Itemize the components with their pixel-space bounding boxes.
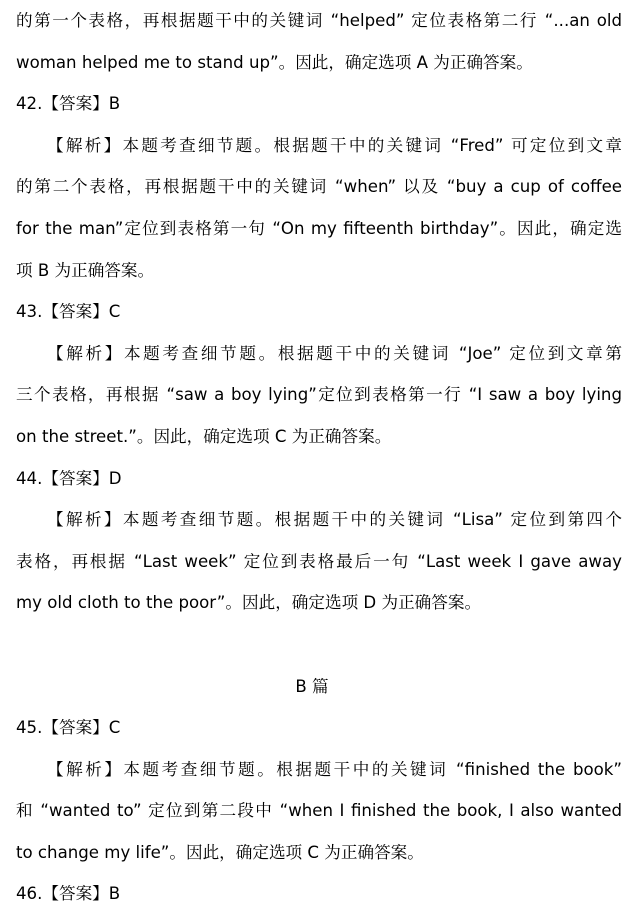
explanation-line: 【解析】本题考查细节题。根据题干中的关键词 “Lisa” 定位到第四个 — [47, 510, 622, 529]
explanation-line: 【解析】本题考查细节题。根据题干中的关键词 “Joe” 定位到文章第 — [47, 344, 622, 363]
text-line: 的第二个表格，再根据题干中的关键词 “when” 以及 “buy a cup of coffee — [16, 177, 622, 196]
answer-heading-46: 46.【答案】B — [16, 884, 121, 903]
answer-heading-45: 45.【答案】C — [16, 718, 121, 737]
answer-heading-43: 43.【答案】C — [16, 302, 121, 321]
section-title: B 篇 — [295, 677, 329, 696]
answer-heading-42: 42.【答案】B — [16, 94, 121, 113]
text-line: 和 “wanted to” 定位到第二段中 “when I finished the book, I also wanted — [16, 801, 622, 820]
text-line: 项 B 为正确答案。 — [16, 261, 155, 280]
text-line: 三个表格，再根据 “saw a boy lying”定位到表格第一行 “I saw a boy lying — [16, 385, 622, 404]
answer-heading-44: 44.【答案】D — [16, 469, 122, 488]
text-line: 表格，再根据 “Last week” 定位到表格最后一句 “Last week I gave away — [16, 552, 622, 571]
text-line: to change my life”。因此，确定选项 C 为正确答案。 — [16, 843, 424, 862]
explanation-line: 【解析】本题考查细节题。根据题干中的关键词 “Fred” 可定位到文章 — [47, 136, 622, 155]
text-line: my old cloth to the poor”。因此，确定选项 D 为正确答案。 — [16, 593, 482, 612]
text-line: on the street.”。因此，确定选项 C 为正确答案。 — [16, 427, 392, 446]
text-line: for the man”定位到表格第一句 “On my fifteenth birthday”。因此，确定选 — [16, 219, 622, 238]
explanation-line: 【解析】本题考查细节题。根据题干中的关键词 “finished the book” — [47, 760, 622, 779]
text-line: 的第一个表格，再根据题干中的关键词 “helped” 定位表格第二行 “...an old — [16, 11, 622, 30]
text-line: woman helped me to stand up”。因此，确定选项 A 为正确答案。 — [16, 53, 533, 72]
